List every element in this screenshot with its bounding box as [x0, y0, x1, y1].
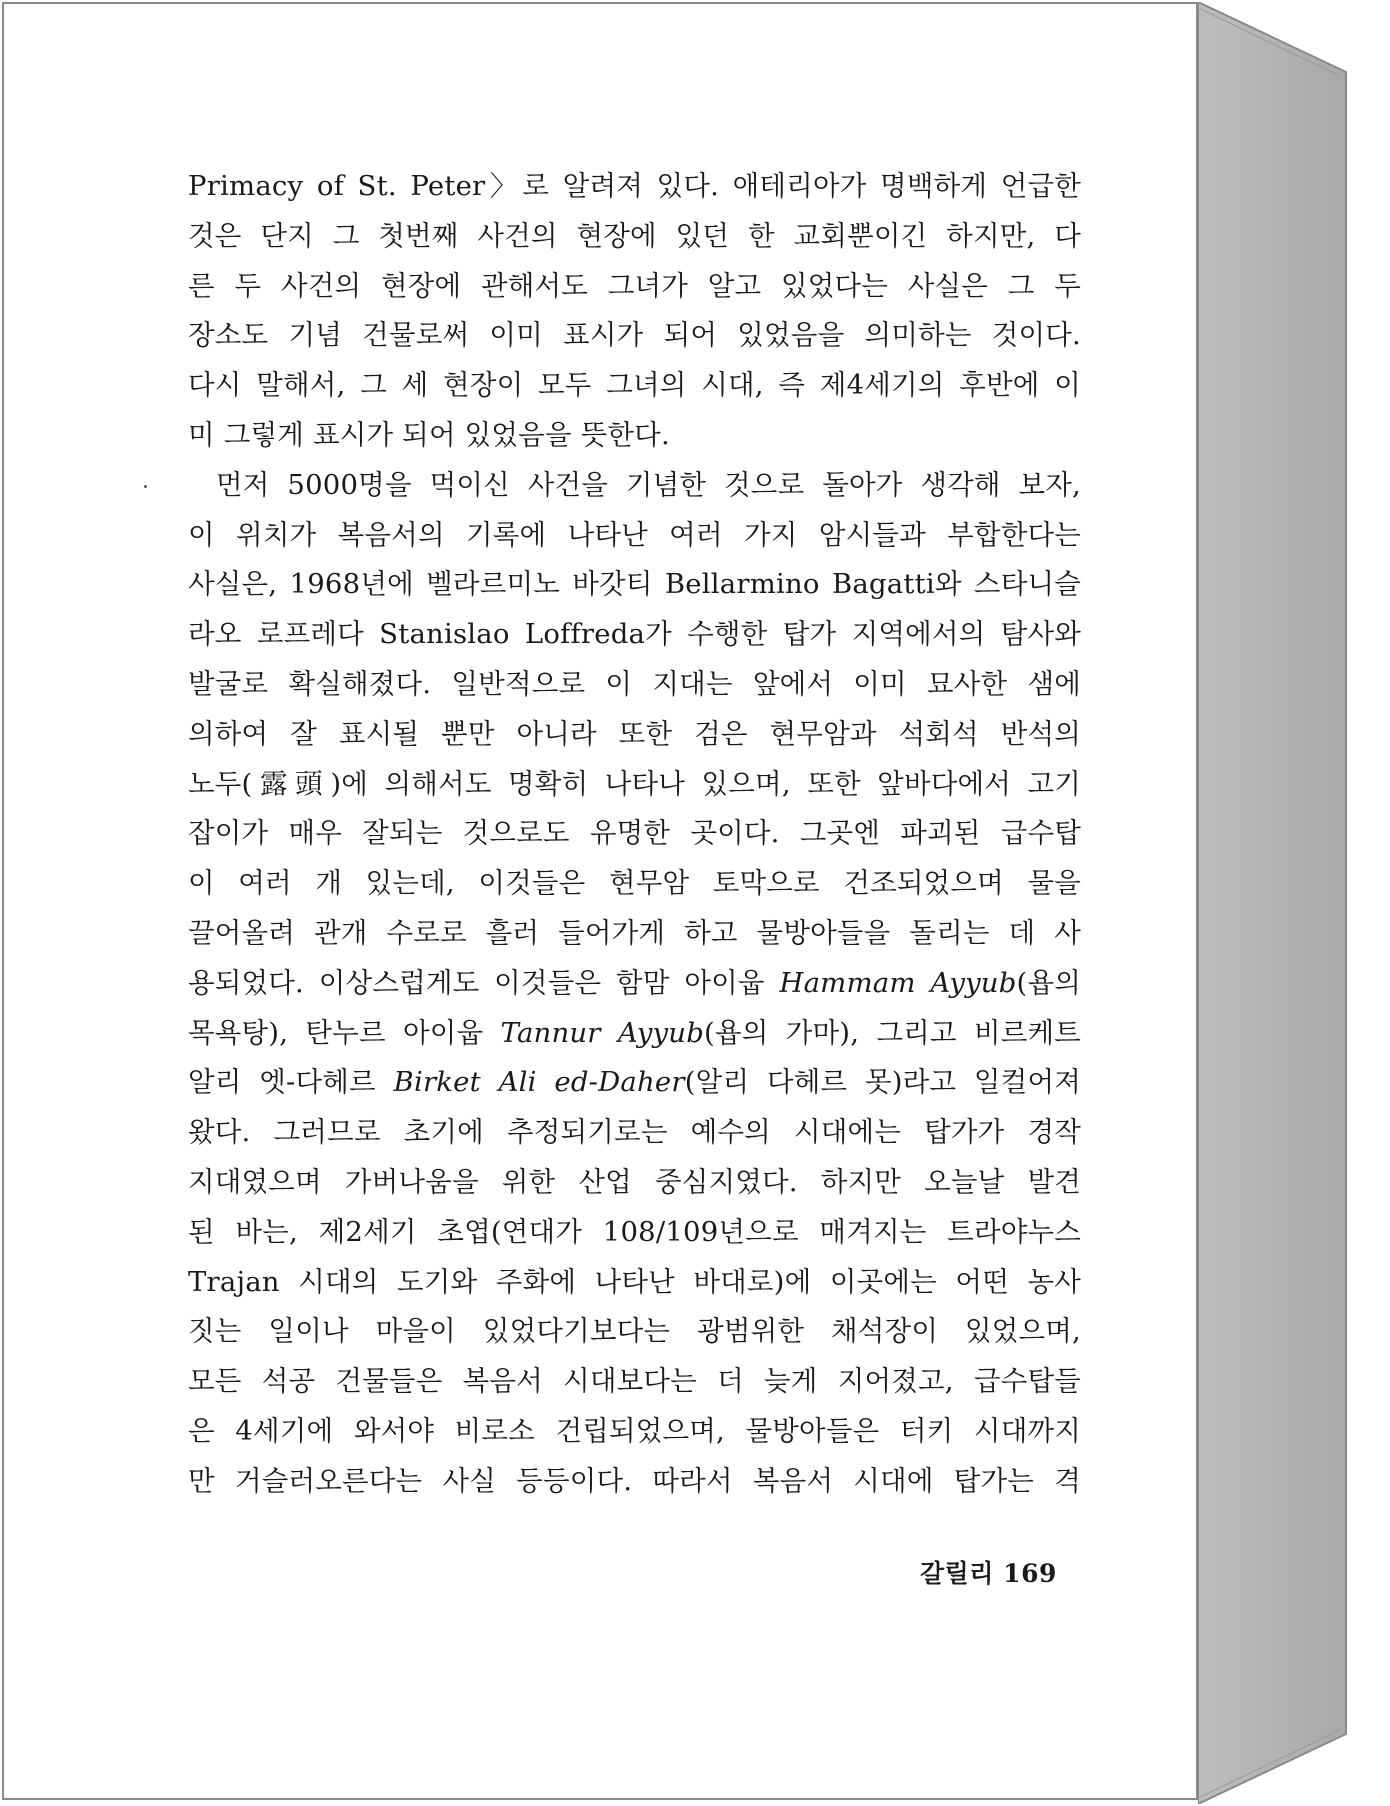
- text-line: 른 두 사건의 현장에 관해서도 그녀가 알고 있었다는 사실은 그 두: [188, 269, 1081, 302]
- body-text: [188, 162, 1081, 1507]
- italic-term: Tannur Ayyub: [500, 1016, 705, 1049]
- text-run: 알리 엣-다헤르: [188, 1066, 394, 1099]
- text-line: 발굴로 확실해졌다. 일반적으로 이 지대는 앞에서 이미 묘사한 샘에: [188, 667, 1081, 700]
- italic-term: Hammam Ayyub: [779, 966, 1017, 999]
- text-line: 장소도 기념 건물로써 이미 표시가 되어 있었음을 의미하는 것이다.: [188, 319, 1081, 352]
- text-line: 이 여러 개 있는데, 이것들은 현무암 토막으로 건조되었으며 물을: [188, 867, 1081, 900]
- text-line: 끌어올려 관개 수로로 흘러 들어가게 하고 물방아들을 돌리는 데 사: [188, 916, 1081, 949]
- text-line: 다시 말해서, 그 세 현장이 모두 그녀의 시대, 즉 제4세기의 후반에 이: [188, 369, 1081, 402]
- text-line: 미 그렇게 표시가 되어 있었음을 뜻한다.: [188, 418, 670, 451]
- text-run: 용되었다. 이상스럽게도 이것들은 함맘 아이웁: [188, 966, 780, 999]
- text-line: 라오 로프레다 Stanislao Loffreda가 수행한 탑가 지역에서의 탐사와: [188, 618, 1081, 651]
- text-line: Primacy of St. Peter〉로 알려져 있다. 애테리아가 명백하게 언급한: [188, 170, 1081, 202]
- text-line: 은 4세기에 와서야 비로소 건립되었으며, 물방아들은 터키 시대까지: [188, 1414, 1081, 1447]
- text-line: 사실은, 1968년에 벨라르미노 바갓티 Bellarmino Bagatti와 스타니슬: [188, 568, 1081, 601]
- page-footer: [920, 1554, 1057, 1590]
- text-line: 만 거슬러오른다는 사실 등등이다. 따라서 복음서 시대에 탑가는 격: [188, 1464, 1081, 1497]
- text-line: 잡이가 매우 잘되는 것으로도 유명한 곳이다. 그곳엔 파괴된 급수탑: [188, 817, 1081, 850]
- text-line: 노두(露頭)에 의해서도 명확히 나타나 있으며, 또한 앞바다에서 고기: [188, 767, 1081, 800]
- text-line: 것은 단지 그 첫번째 사건의 현장에 있던 한 교회뿐이긴 하지만, 다: [188, 219, 1081, 252]
- text-run: 목욕탕), 탄누르 아이웁: [188, 1016, 501, 1049]
- text-line: 왔다. 그러므로 초기에 추정되기로는 예수의 시대에는 탑가가 경작: [188, 1116, 1081, 1149]
- italic-term: Birket Ali ed-Daher: [393, 1066, 685, 1099]
- text-run: (욥의 가마), 그리고 비르케트: [704, 1016, 1081, 1049]
- text-line: Trajan 시대의 도기와 주화에 나타난 바대로)에 이곳에는 어떤 농사: [188, 1265, 1081, 1298]
- text-line-with-italic: [188, 959, 1081, 1009]
- text-line-with-italic: [188, 1058, 1081, 1108]
- book-page-edge: [1198, 2, 1348, 1804]
- text-line: 된 바는, 제2세기 초엽(연대가 108/109년으로 매겨지는 트라야누스: [188, 1215, 1081, 1248]
- page-number: 169: [1003, 1559, 1057, 1588]
- text-run: (알리 다헤르 못)라고 일컬어져: [684, 1066, 1081, 1099]
- text-line: 의하여 잘 표시될 뿐만 아니라 또한 검은 현무암과 석회석 반석의: [188, 717, 1081, 750]
- text-line: 이 위치가 복음서의 기록에 나타난 여러 가지 암시들과 부합한다는: [188, 518, 1081, 551]
- text-line: 먼저 5000명을 먹이신 사건을 기념한 것으로 돌아가 생각해 보자,: [216, 468, 1081, 501]
- text-line: 모든 석공 건물들은 복음서 시대보다는 더 늦게 지어졌고, 급수탑들: [188, 1365, 1081, 1398]
- text-line-with-italic: [188, 1009, 1081, 1059]
- scan-speck: [144, 485, 147, 488]
- text-line: 짓는 일이나 마을이 있었다기보다는 광범위한 채석장이 있었으며,: [188, 1315, 1081, 1348]
- text-run: (욥의: [1016, 966, 1081, 999]
- running-head: 갈릴리: [920, 1559, 994, 1588]
- text-line: 지대였으며 가버나움을 위한 산업 중심지였다. 하지만 오늘날 발견: [188, 1165, 1081, 1198]
